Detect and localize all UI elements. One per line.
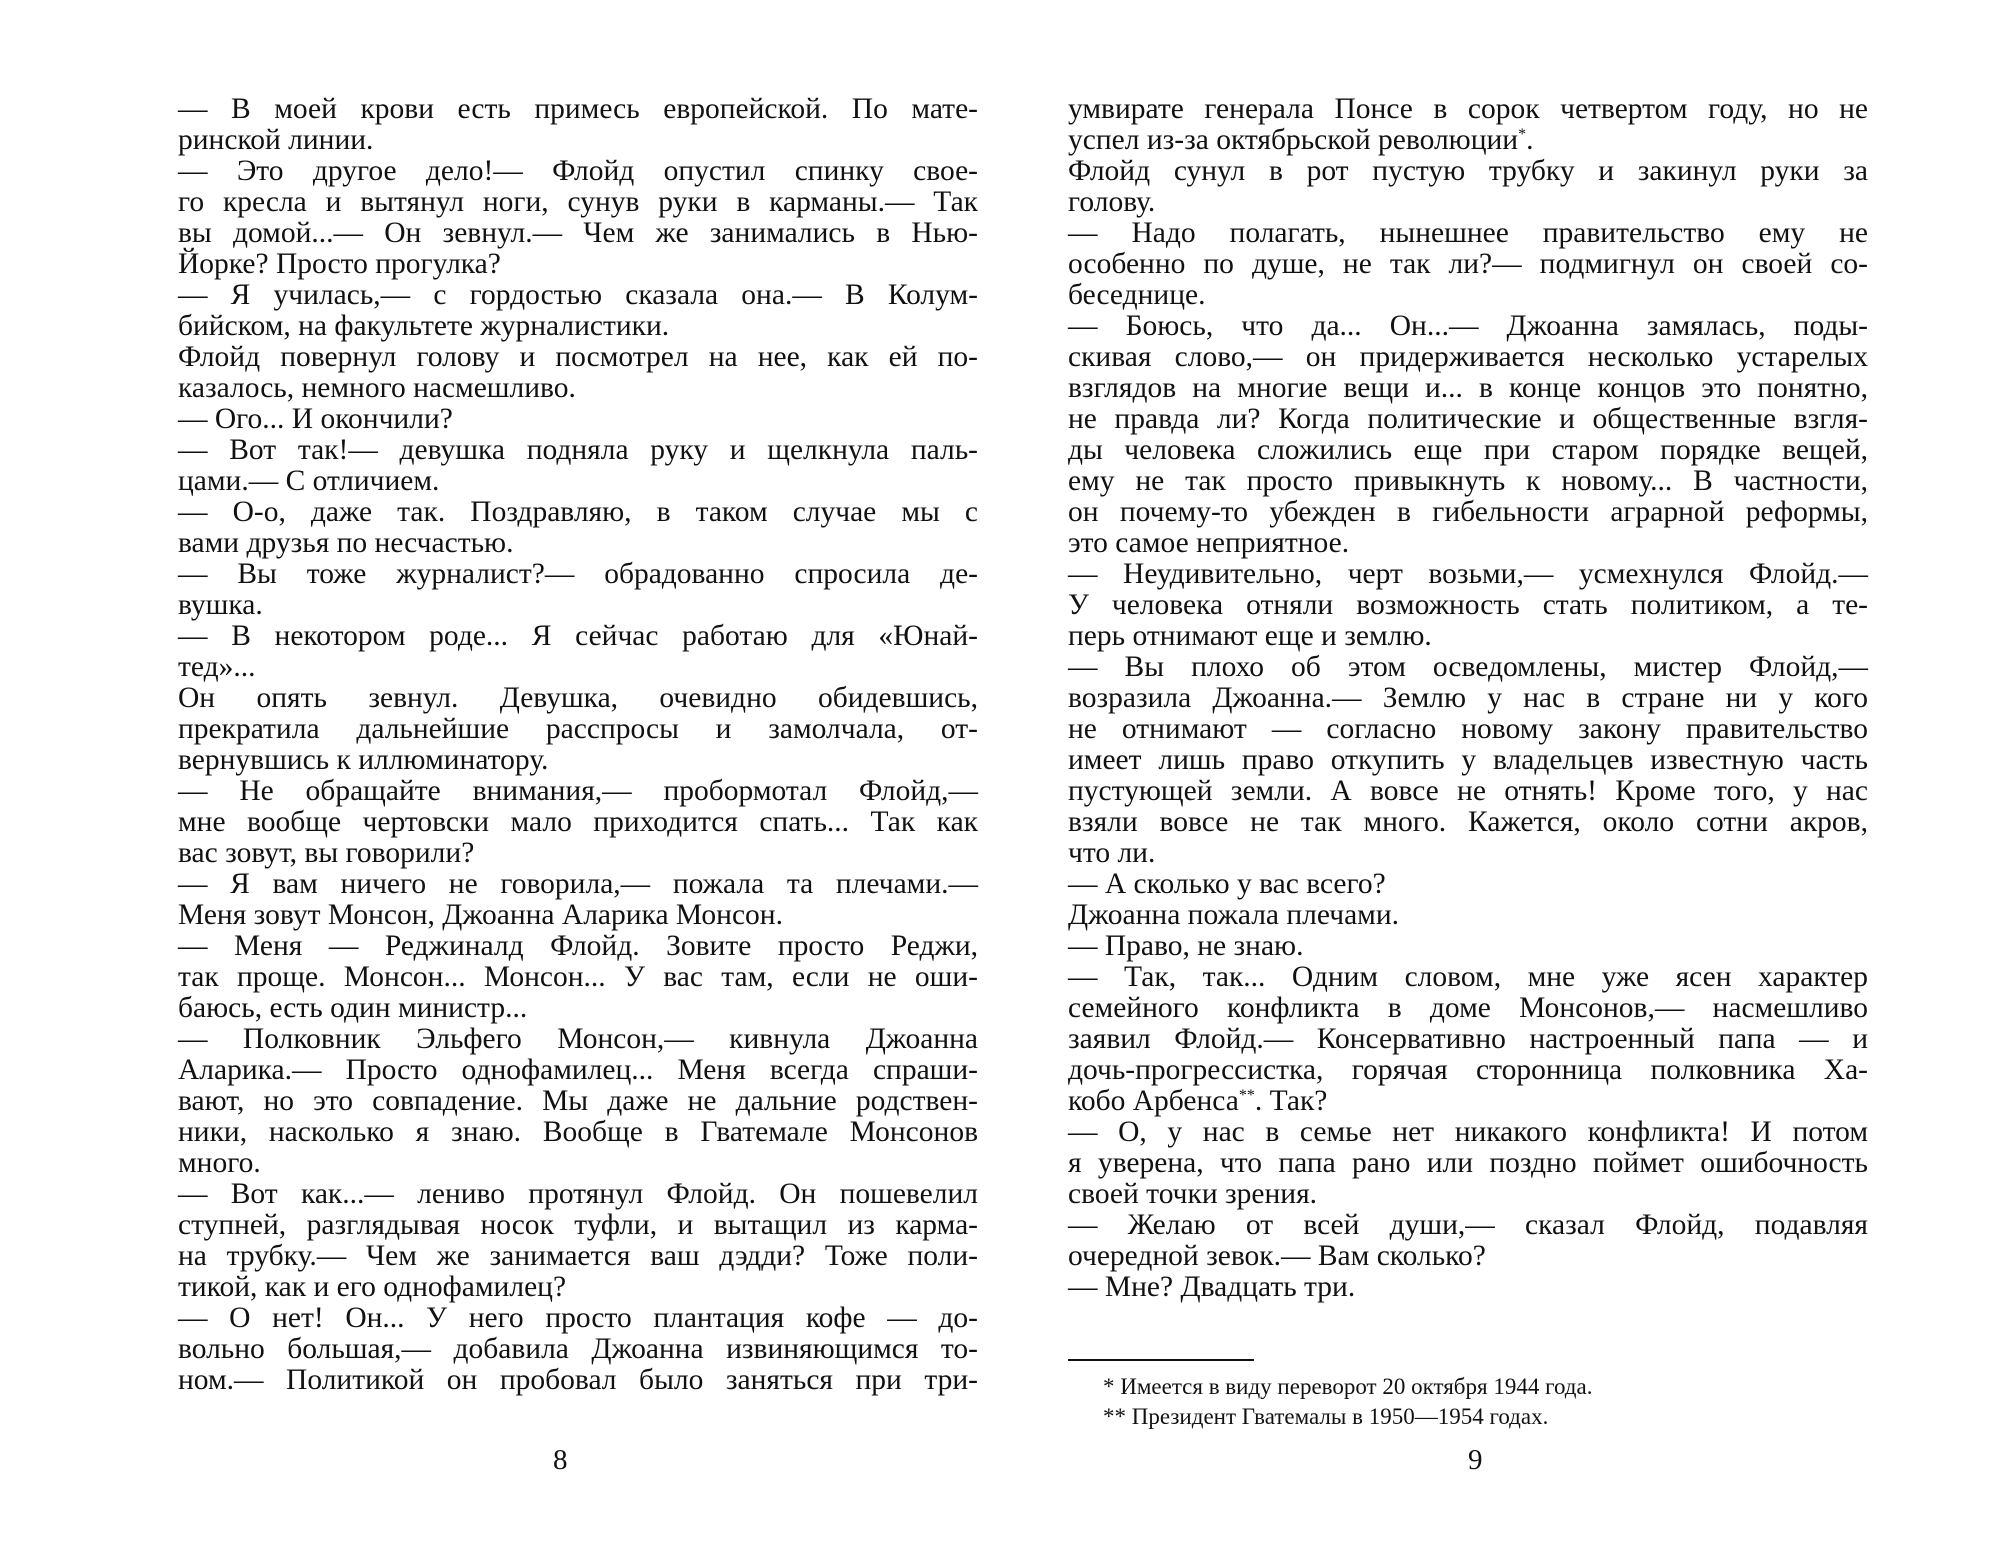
text-line-content: — Это другое дело!— Флойд опустил спинку свое-	[178, 155, 978, 187]
footnotes	[1103, 1372, 1592, 1432]
text-line	[178, 1148, 978, 1179]
text-line	[178, 249, 978, 280]
right-page-text	[1068, 94, 1868, 1303]
text-line-content: — Мне? Двадцать три.	[1068, 1271, 1356, 1303]
text-line	[178, 1086, 978, 1117]
text-line-content: казалось, немного насмешливо.	[178, 372, 576, 404]
text-line	[178, 559, 978, 590]
text-line-content: взяли вовсе не так много. Кажется, около сотни акров,	[1068, 806, 1868, 838]
text-line-content: — Я вам ничего не говорила,— пожала та плечами.—	[178, 868, 978, 900]
text-line	[1068, 1055, 1868, 1086]
text-line	[178, 807, 978, 838]
text-line-content: вольно большая,— добавила Джоанна извиняющимся то-	[178, 1333, 978, 1365]
text-line-content: Флойд повернул голову и посмотрел на нее, как ей по-	[178, 341, 978, 373]
text-line	[178, 683, 978, 714]
text-line-content: — О-о, даже так. Поздравляю, в таком случае мы с	[178, 496, 978, 528]
right-page-number: 9	[1468, 1444, 1483, 1476]
text-line	[1068, 1272, 1868, 1303]
text-line-content: вас зовут, вы говорили?	[178, 837, 475, 869]
text-line-content: — О, у нас в семье нет никакого конфликта! И потом	[1068, 1116, 1868, 1148]
text-line-content: тикой, как и его однофамилец?	[178, 1271, 567, 1303]
text-line-content: Он опять зевнул. Девушка, очевидно обидевшись,	[178, 682, 978, 714]
text-line	[1068, 435, 1868, 466]
text-line	[1068, 497, 1868, 528]
text-line	[1068, 342, 1868, 373]
text-line	[1068, 1241, 1868, 1272]
text-line-content: — Меня — Реджиналд Флойд. Зовите просто Реджи,	[178, 930, 978, 962]
text-line	[178, 745, 978, 776]
text-line	[1068, 652, 1868, 683]
text-line-content: ринской линии.	[178, 124, 374, 156]
text-line	[1068, 993, 1868, 1024]
text-line	[178, 528, 978, 559]
text-line-content: ном.— Политикой он пробовал было заняться при три-	[178, 1364, 978, 1396]
text-line	[1068, 373, 1868, 404]
text-line	[178, 280, 978, 311]
text-line-content: вы домой...— Он зевнул.— Чем же занимались в Нью-	[178, 217, 978, 249]
text-line	[1068, 1086, 1868, 1117]
text-line	[178, 1241, 978, 1272]
text-line-content: — О нет! Он... У него просто плантация кофе — до-	[178, 1302, 978, 1334]
text-line	[1068, 125, 1868, 156]
text-line-content: — Боюсь, что да... Он...— Джоанна замялась, поды-	[1068, 310, 1868, 342]
text-line	[178, 94, 978, 125]
text-line-content: кобо Арбенса	[1068, 1085, 1239, 1117]
text-line	[178, 497, 978, 528]
text-line-content: — Не обращайте внимания,— пробормотал Флойд,—	[178, 775, 978, 807]
text-line	[178, 1024, 978, 1055]
text-line-content: вернувшись к иллюминатору.	[178, 744, 549, 776]
text-line-content: — Я училась,— с гордостью сказала она.— В Колум-	[178, 279, 978, 311]
left-page-text	[178, 94, 978, 1396]
text-line-tail: . Так?	[1254, 1085, 1328, 1117]
text-line	[178, 373, 978, 404]
text-line-content: баюсь, есть один министр...	[178, 992, 528, 1024]
text-line	[1068, 156, 1868, 187]
text-line	[1068, 745, 1868, 776]
text-line-content: не правда ли? Когда политические и общественные взгля-	[1068, 403, 1868, 435]
text-line-content: особенно по душе, не так ли?— подмигнул он своей со-	[1068, 248, 1868, 280]
text-line	[1068, 249, 1868, 280]
text-line	[1068, 714, 1868, 745]
footnote-marker: *	[1518, 126, 1527, 143]
text-line	[178, 156, 978, 187]
text-line	[178, 869, 978, 900]
text-line	[1068, 838, 1868, 869]
text-line-content: — Желаю от всей души,— сказал Флойд, подавляя	[1068, 1209, 1868, 1241]
text-line-content: — А сколько у вас всего?	[1068, 868, 1386, 900]
text-line	[178, 125, 978, 156]
text-line	[178, 1365, 978, 1396]
text-line	[178, 714, 978, 745]
text-line-content: тед»...	[178, 651, 256, 683]
footnote-divider	[1068, 1359, 1254, 1361]
text-line-content: он почему-то убежден в гибельности аграрной реформы,	[1068, 496, 1868, 528]
text-line-content: много.	[178, 1147, 261, 1179]
text-line-content: что ли.	[1068, 837, 1156, 869]
text-line	[1068, 218, 1868, 249]
text-line	[1068, 776, 1868, 807]
text-line	[178, 1210, 978, 1241]
text-line	[1068, 683, 1868, 714]
text-line	[1068, 404, 1868, 435]
text-line-content: Флойд сунул в рот пустую трубку и закинул руки за	[1068, 155, 1868, 187]
text-line	[1068, 1210, 1868, 1241]
text-line-content: — Ого... И окончили?	[178, 403, 453, 435]
text-line-content: — Неудивительно, черт возьми,— усмехнулся Флойд.—	[1068, 558, 1868, 590]
text-line	[1068, 962, 1868, 993]
text-line-content: ники, насколько я знаю. Вообще в Гватемале Монсонов	[178, 1116, 978, 1148]
text-line-content: вами друзья по несчастью.	[178, 527, 514, 559]
text-line	[1068, 311, 1868, 342]
text-line-content: мне вообще чертовски мало приходится спать... Так как	[178, 806, 978, 838]
text-line-content: перь отнимают еще и землю.	[1068, 620, 1432, 652]
text-line-content: я уверена, что папа рано или поздно поймет ошибочность	[1068, 1147, 1868, 1179]
text-line	[178, 1272, 978, 1303]
text-line-content: — В некотором роде... Я сейчас работаю для «Юнай-	[178, 620, 978, 652]
text-line-content: ды человека сложились еще при старом порядке вещей,	[1068, 434, 1868, 466]
text-line-content: — Вы тоже журналист?— обрадованно спросила де-	[178, 558, 978, 590]
text-line	[178, 1179, 978, 1210]
text-line	[1068, 187, 1868, 218]
text-line	[1068, 590, 1868, 621]
text-line-content: голову.	[1068, 186, 1156, 218]
text-line-content: го кресла и вытянул ноги, сунув руки в карманы.— Так	[178, 186, 978, 218]
text-line-content: — Право, не знаю.	[1068, 930, 1304, 962]
text-line	[178, 590, 978, 621]
text-line-content: вушка.	[178, 589, 263, 621]
text-line	[178, 1303, 978, 1334]
text-line	[178, 435, 978, 466]
text-line-content: — Вот так!— девушка подняла руку и щелкнула паль-	[178, 434, 978, 466]
text-line	[178, 187, 978, 218]
text-line	[178, 466, 978, 497]
text-line-content: заявил Флойд.— Консервативно настроенный папа — и	[1068, 1023, 1868, 1055]
text-line	[1068, 466, 1868, 497]
text-line	[1068, 280, 1868, 311]
text-line-content: очередной зевок.— Вам сколько?	[1068, 1240, 1486, 1272]
text-line-content: беседнице.	[1068, 279, 1206, 311]
text-line-content: цами.— С отличием.	[178, 465, 440, 497]
text-line-content: взглядов на многие вещи и... в конце концов это понятно,	[1068, 372, 1868, 404]
text-line-tail: .	[1526, 124, 1534, 156]
text-line	[178, 218, 978, 249]
text-line-content: имеет лишь право откупить у владельцев известную часть	[1068, 744, 1868, 776]
text-line	[178, 776, 978, 807]
text-line-content: Аларика.— Просто однофамилец... Меня всегда спраши-	[178, 1054, 978, 1086]
text-line	[178, 993, 978, 1024]
text-line-content: Йорке? Просто прогулка?	[178, 248, 501, 280]
text-line	[1068, 528, 1868, 559]
footnote-1: * Имеется в виду переворот 20 октября 1944 года.	[1103, 1374, 1593, 1399]
text-line-content: вают, но это совпадение. Мы даже не дальние родствен-	[178, 1085, 978, 1117]
text-line-content: бийском, на факультете журналистики.	[178, 310, 670, 342]
footnote-2: ** Президент Гватемалы в 1950—1954 годах.	[1103, 1404, 1549, 1429]
text-line	[178, 652, 978, 683]
text-line	[1068, 1148, 1868, 1179]
text-line-content: — Вот как...— лениво протянул Флойд. Он пошевелил	[178, 1178, 978, 1210]
left-page-number: 8	[553, 1444, 568, 1476]
text-line-content: умвирате генерала Понсе в сорок четвертом году, но не	[1068, 93, 1868, 125]
text-line-content: У человека отняли возможность стать политиком, а те-	[1068, 589, 1868, 621]
text-line	[1068, 621, 1868, 652]
text-line-content: семейного конфликта в доме Монсонов,— насмешливо	[1068, 992, 1868, 1024]
text-line-content: Джоанна пожала плечами.	[1068, 899, 1400, 931]
text-line-content: возразила Джоанна.— Землю у нас в стране ни у кого	[1068, 682, 1868, 714]
text-line	[1068, 1117, 1868, 1148]
text-line	[178, 1055, 978, 1086]
text-line-content: своей точки зрения.	[1068, 1178, 1318, 1210]
text-line-content: дочь-прогрессистка, горячая сторонница полковника Ха-	[1068, 1054, 1868, 1086]
text-line-content: скивая слово,— он придерживается несколько устарелых	[1068, 341, 1868, 373]
text-line-content: это самое неприятное.	[1068, 527, 1350, 559]
text-line	[1068, 931, 1868, 962]
text-line-content: не отнимают — согласно новому закону правительство	[1068, 713, 1868, 745]
text-line	[1068, 807, 1868, 838]
text-line-content: — Так, так... Одним словом, мне уже ясен характер	[1068, 961, 1868, 993]
text-line	[1068, 1179, 1868, 1210]
text-line-content: так проще. Монсон... Монсон... У вас там, если не оши-	[178, 961, 978, 993]
text-line-content: успел из-за октябрьской революции	[1068, 124, 1519, 156]
text-line-content: — В моей крови есть примесь европейской. По мате-	[178, 93, 978, 125]
text-line	[178, 900, 978, 931]
text-line-content: — Надо полагать, нынешнее правительство ему не	[1068, 217, 1868, 249]
text-line-content: Меня зовут Монсон, Джоанна Аларика Монсон.	[178, 899, 783, 931]
text-line	[178, 1334, 978, 1365]
text-line	[178, 962, 978, 993]
text-line-content: пустующей земли. А вовсе не отнять! Кроме того, у нас	[1068, 775, 1868, 807]
text-line-content: — Полковник Эльфего Монсон,— кивнула Джоанна	[178, 1023, 978, 1055]
text-line	[178, 621, 978, 652]
text-line	[178, 311, 978, 342]
text-line-content: на трубку.— Чем же занимается ваш дэдди? Тоже поли-	[178, 1240, 978, 1272]
footnote-marker: **	[1238, 1087, 1255, 1104]
text-line	[178, 1117, 978, 1148]
text-line-content: ему не так просто привыкнуть к новому... В частности,	[1068, 465, 1868, 497]
text-line	[178, 838, 978, 869]
text-line-content: прекратила дальнейшие расспросы и замолчала, от-	[178, 713, 978, 745]
text-line-content: ступней, разглядывая носок туфли, и вытащил из карма-	[178, 1209, 978, 1241]
text-line	[1068, 900, 1868, 931]
text-line	[1068, 1024, 1868, 1055]
text-line	[1068, 559, 1868, 590]
text-line	[1068, 94, 1868, 125]
text-line	[1068, 869, 1868, 900]
text-line	[178, 342, 978, 373]
text-line-content: — Вы плохо об этом осведомлены, мистер Флойд,—	[1068, 651, 1868, 683]
text-line	[178, 931, 978, 962]
text-line	[178, 404, 978, 435]
